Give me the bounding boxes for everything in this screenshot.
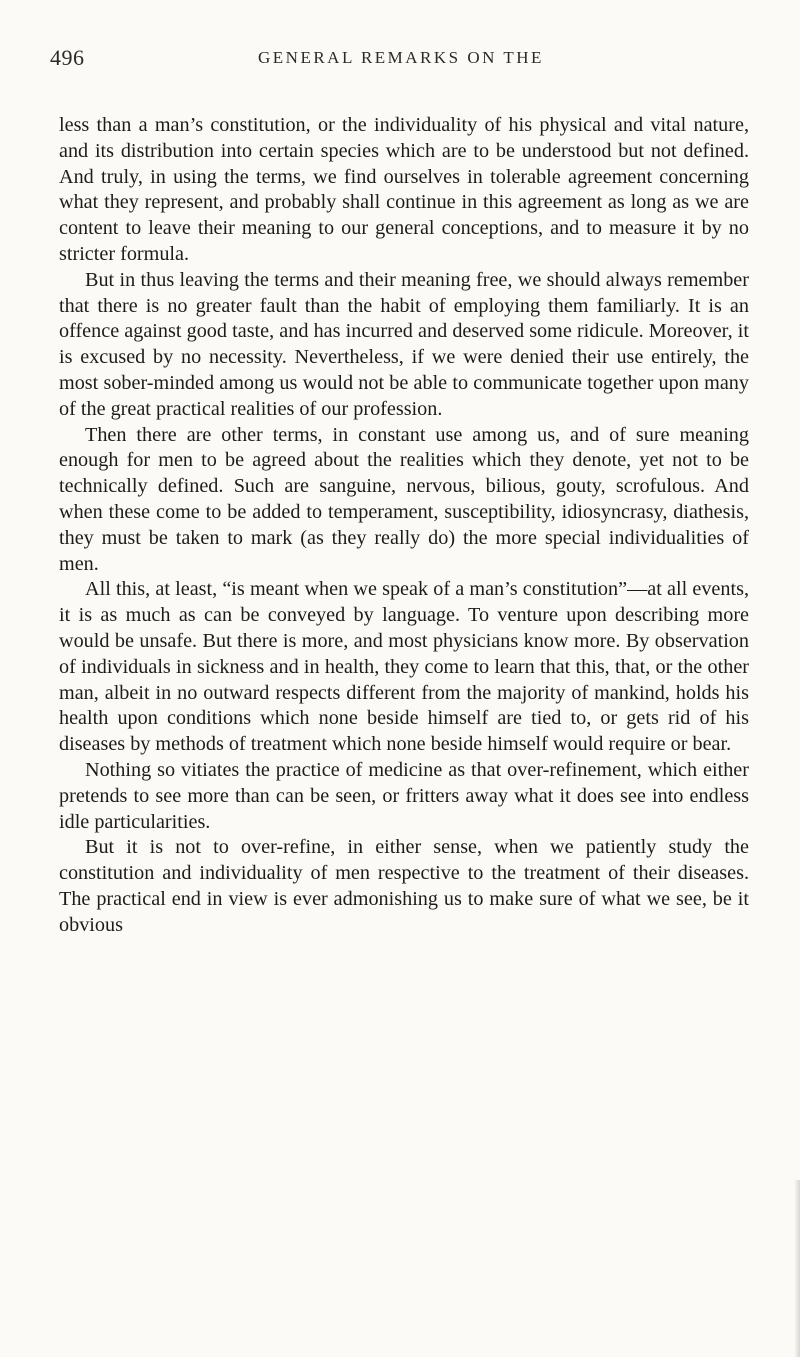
running-head — [50, 45, 750, 75]
paragraph-2: But in thus leaving the terms and their meaning free, we should always remember that there is no greater fault than the habit of employing them familiarly. It is an offence against good taste, and has incurred and deserved some ridicule. Moreover, it is excused by no necessity. Nevertheless, if we were denied their use entirely, the most sober-minded among us would not be able to communicate together upon many of the great practical realities of our profession. — [59, 268, 749, 420]
paragraph-4: All this, at least, “is meant when we speak of a man’s constitution”—at all events, it is as much as can be conveyed by language. To venture upon describing more would be unsafe. But there is more, and most physicians know more. By observation of individuals in sickness and in health, they come to learn that this, that, or the other man, albeit in no outward respects different from the majority of mankind, holds his health upon conditions which none beside himself are tied to, or gets rid of his diseases by methods of treatment which none beside himself would require or bear. — [59, 578, 749, 756]
running-title: GENERAL REMARKS ON THE — [258, 48, 544, 67]
page-edge-shadow — [794, 1180, 800, 1357]
paragraph-3: Then there are other terms, in constant use among us, and of sure meaning enough for men to be agreed about the realities which they denote, yet not to be technically defined. Such are sanguine, nervous, bilious, gouty, scrofulous. And when these come to be added to temperament, susceptibility, idiosyncrasy, diathesis, they must be taken to mark (as they really do) the more special individualities of men. — [59, 423, 749, 575]
body-text — [59, 113, 749, 939]
paragraph-1: less than a man’s constitution, or the individuality of his physical and vital nature, and its distribution into certain species which are to be understood but not defined. And truly, in using the terms, we find ourselves in tolerable agreement concerning what they represent, and probably shall continue in this agreement as long as we are content to leave their meaning to our general conceptions, and to measure it by no stricter formula. — [59, 114, 749, 265]
paragraph-5: Nothing so vitiates the practice of medicine as that over-refinement, which either pretends to see more than can be seen, or fritters away what it does see into endless idle particularities. — [59, 758, 749, 833]
page-number: 496 — [50, 45, 85, 70]
paragraph-6: But it is not to over-refine, in either sense, when we patiently study the constitution and individuality of men respective to the treatment of their diseases. The practical end in view is ever admonishing us to make sure of what we see, be it obvious — [59, 836, 749, 936]
